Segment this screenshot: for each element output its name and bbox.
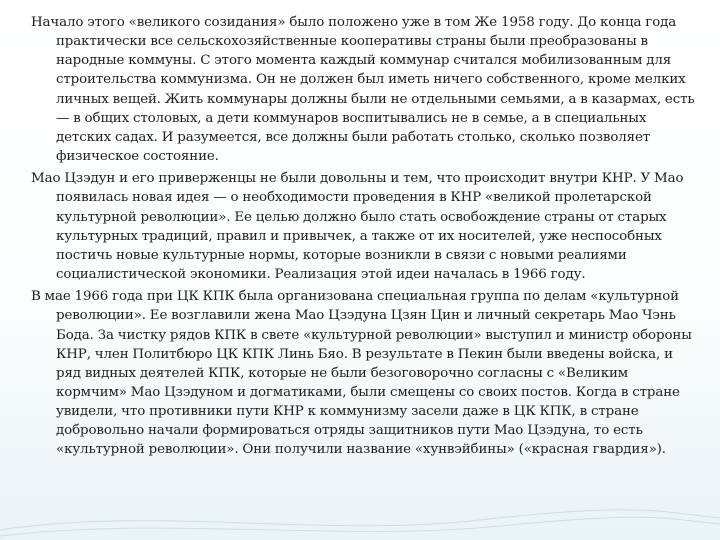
decorative-wave bbox=[0, 492, 720, 540]
paragraph-cultural-revolution-idea: Мао Цзэдун и его приверженцы не были довольны и тем, что происходит внутри КНР. У Мао появилась новая идея — о необходимости проведения в КНР «великой пролетарской культурной революции». Ее целью должно было стать освобождение страны от старых культурных традиций, правил и привычек, а также от их носителей, уже неспособных постичь новые культурные нормы, которые возникли в связи с новыми реалиями социалистической экономики. Реализация этой идеи началась в 1966 году. bbox=[31, 171, 684, 283]
paragraph-cultural-revolution-group: В мае 1966 года при ЦК КПК была организована специальная группа по делам «культурной революции». Ее возглавили жена Мао Цзэдуна Цзян Цин и личный секретарь Мао Чэнь Бода. За чистку рядов КПК в свете «культурной революции» выступил и министр обороны КНР, член Политбюро ЦК КПК Линь Бяо. В результате в Пекин были введены войска, и ряд видных деятелей КПК, которые не были безоговорочно согласны с «Великим кормчим» Мао Цзэдуном и догматиками, были смещены со своих постов. Когда в стране увидели, что противники пути КНР к коммунизму засели даже в ЦК КПК, в стране добровольно начали формироваться отряды защитников пути Мао Цзэдуна, то есть «культурной революции». Они получили название «хунвэйбины» («красная гвардия»). bbox=[31, 289, 692, 458]
paragraph-great-leap: Начало этого «великого созидания» было положено уже в том Же 1958 году. До конца года практически все сельскохозяйственные кооперативы страны были преобразованы в народные коммуны. С этого момента каждый коммунар считался мобилизованным для строительства коммунизма. Он не должен был иметь ничего собственного, кроме мелких личных вещей. Жить коммунары должны были не отдельными семьями, а в казармах, есть — в общих столовых, а дети коммунаров воспитывались не в семье, а в специальных детских садах. И разумеется, все должны были работать столько, сколько позволяет физическое состояние. bbox=[31, 15, 695, 165]
slide-text-body bbox=[31, 13, 697, 463]
